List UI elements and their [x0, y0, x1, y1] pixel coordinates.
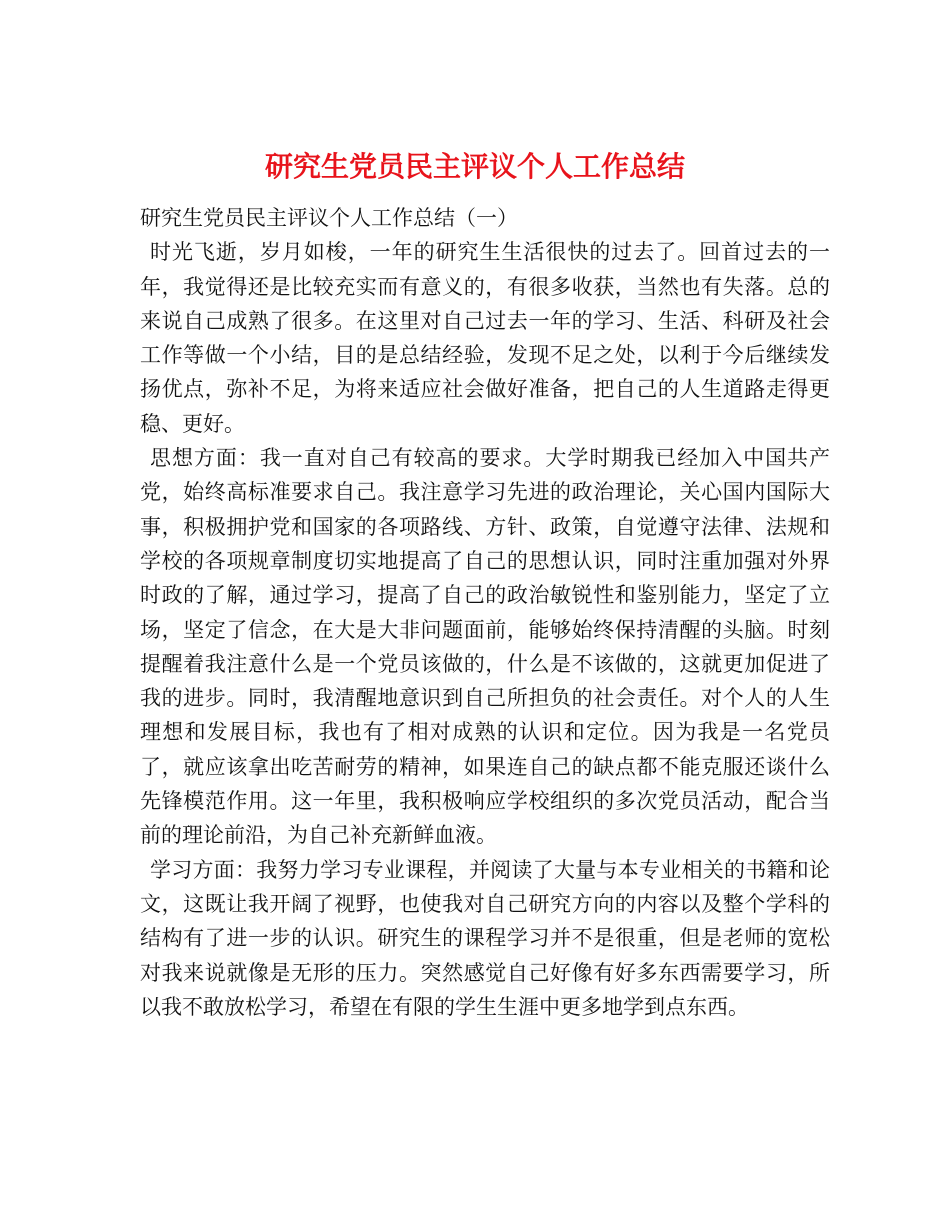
- document-body: [140, 201, 830, 1024]
- paragraph-study: 学习方面：我努力学习专业课程，并阅读了大量与本专业相关的书籍和论文，这既让我开阔了视野，也使我对自己研究方向的内容以及整个学科的结构有了进一步的认识。研究生的课程学习并不是很重，但是老师的宽松对我来说就像是无形的压力。突然感觉自己好像有好多东西需要学习，所以我不敢放松学习，希望在有限的学生生涯中更多地学到点东西。: [140, 857, 830, 1019]
- section-heading: 研究生党员民主评议个人工作总结（一）: [140, 206, 518, 230]
- paragraph-thought: 思想方面：我一直对自己有较高的要求。大学时期我已经加入中国共产党，始终高标准要求自己。我注意学习先进的政治理论，关心国内国际大事，积极拥护党和国家的各项路线、方针、政策，自觉遵守法律、法规和学校的各项规章制度切实地提高了自己的思想认识，同时注重加强对外界时政的了解，通过学习，提高了自己的政治敏锐性和鉴别能力，坚定了立场，坚定了信念，在大是大非问题面前，能够始终保持清醒的头脑。时刻提醒着我注意什么是一个党员该做的，什么是不该做的，这就更加促进了我的进步。同时，我清醒地意识到自己所担负的社会责任。对个人的人生理想和发展目标，我也有了相对成熟的认识和定位。因为我是一名党员了，就应该拿出吃苦耐劳的精神，如果连自己的缺点都不能克服还谈什么先锋模范作用。这一年里，我积极响应学校组织的多次党员活动，配合当前的理论前沿，为自己补充新鲜血液。: [140, 446, 830, 848]
- document-title: 研究生党员民主评议个人工作总结: [264, 149, 685, 183]
- paragraph-intro: 时光飞逝，岁月如梭，一年的研究生生活很快的过去了。回首过去的一年，我觉得还是比较充实而有意义的，有很多收获，当然也有失落。总的来说自己成熟了很多。在这里对自己过去一年的学习、生活、科研及社会工作等做一个小结，目的是总结经验，发现不足之处，以利于今后继续发扬优点，弥补不足，为将来适应社会做好准备，把自己的人生道路走得更稳、更好。: [140, 240, 830, 436]
